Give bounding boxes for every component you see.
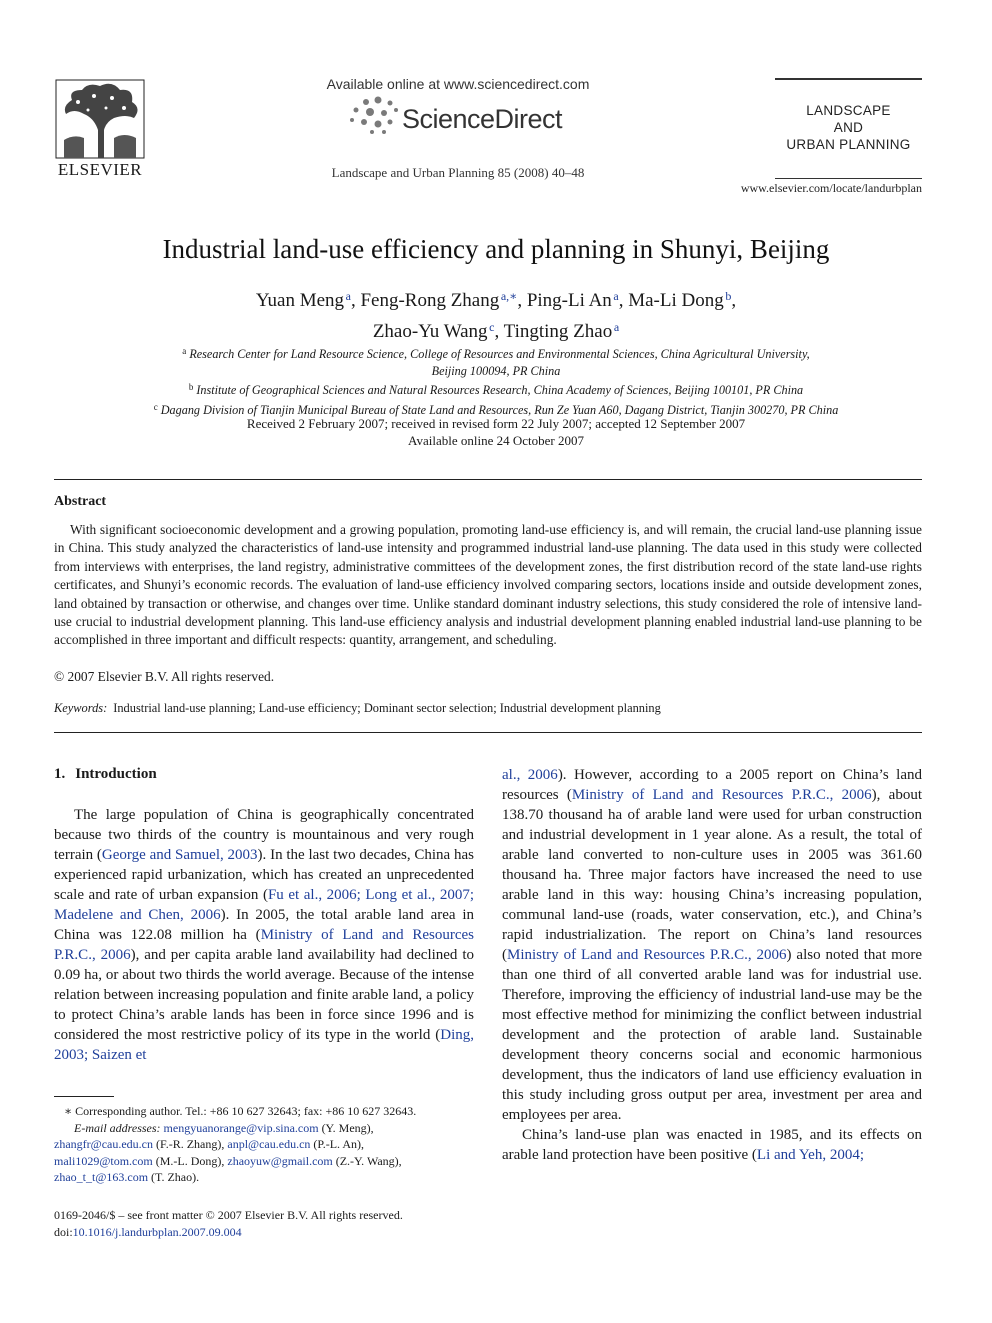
keywords xyxy=(54,701,661,716)
footnotes xyxy=(54,1103,474,1186)
citation-link[interactable]: Li and Yeh, 2004; xyxy=(756,1147,864,1163)
author-separator: , xyxy=(618,290,629,311)
citation-link[interactable]: Ding, 2003; Saizen et xyxy=(54,1027,474,1063)
author-separator: , xyxy=(517,290,527,311)
left-column xyxy=(54,805,474,1065)
right-column xyxy=(502,765,922,1165)
abstract-copyright: © 2007 Elsevier B.V. All rights reserved. xyxy=(54,669,275,684)
email-owner: (T. Zhao). xyxy=(151,1170,200,1185)
journal-box-bottom-rule xyxy=(775,178,922,179)
author-list xyxy=(60,283,932,345)
sciencedirect-wordmark: ScienceDirect xyxy=(402,104,563,134)
email-owner: (Z.-Y. Wang), xyxy=(335,1153,402,1168)
affiliation-marker[interactable]: b xyxy=(725,289,732,303)
paragraph-text: ), and per capita arable land availability had declined to 0.09 ha, or about two thirds the world average. Because of the intense relation between increasing population and finite arable land, a policy to protect China’s arable lands has been in force since 1996 and is considered the most restrictive policy of its type in the world ( xyxy=(54,947,474,1043)
intro-paragraph xyxy=(54,805,474,1065)
author-name: Yuan Meng xyxy=(255,290,345,311)
email-owner: (F.-R. Zhang), xyxy=(156,1137,225,1152)
email-link[interactable]: zhao_t_t@163.com xyxy=(54,1170,149,1185)
affiliation-list xyxy=(60,343,932,418)
abstract-text: With significant socioeconomic development and a growing population, promoting land-use efficiency is, and will remain, the crucial land-use planning issue in China. This study analyzed the characteristics of land-use intensity and programmed industrial land-use planning. The data used in this study were collected from interviews with enterprises, the land registry, administrative committees of the development zones, the first distribution record of the state land-use rights certificates, and Shunyi’s economic records. The evaluation of land-use efficiency involved comparing sectors, locations inside and outside development zones, land obtained by transaction or otherwise, and changes over time. Unlike standard dominant industry selections, this study considered the role of intensive land-use crucial to industrial development planning. This land-use efficiency analysis and industrial development planning enabled industrial land-use planning to be accomplished in three important and difficult respects: quantity, arrangement, and scheduling. xyxy=(54,522,922,648)
paragraph-text: The large population of China is geographically concentrated because two thirds of the country is mountainous and very rough terrain ( xyxy=(54,807,474,863)
section-number: 1. xyxy=(54,766,66,782)
journal-title-line: AND xyxy=(833,120,864,135)
journal-box-top-rule xyxy=(775,78,922,80)
citation-link[interactable]: al., 2006 xyxy=(502,767,558,783)
intro-paragraph xyxy=(502,1125,922,1165)
author-separator: , xyxy=(731,290,737,311)
citation-link[interactable]: Fu et al., 2006; Long et al., 2007; Madelene and Chen, 2006 xyxy=(54,887,475,923)
front-matter xyxy=(54,1207,474,1240)
section-heading xyxy=(54,766,157,783)
citation-link[interactable]: Ministry of Land and Resources P.R.C., 2006 xyxy=(571,787,872,803)
email-label: E-mail addresses: xyxy=(74,1120,161,1135)
doi-link[interactable]: 10.1016/j.landurbplan.2007.09.004 xyxy=(72,1224,242,1239)
author-separator: , xyxy=(350,290,361,311)
email-line-1 xyxy=(54,1120,474,1137)
abstract-heading: Abstract xyxy=(54,494,107,509)
author-separator: , xyxy=(494,321,504,342)
journal-title-box xyxy=(775,102,922,153)
affiliation-marker[interactable]: a xyxy=(613,320,620,334)
paragraph-text: ) also noted that more than one third of all converted arable land was for industrial use. Therefore, improving the efficiency of industrial land-use may be the most effective method for minimizing the conflict between industrial development and the protection of arable land. Sustainable development theory concerns social and economic harmonious development, thus the indicators of land use efficiency evaluation in this study including gross output per area, investment per area and employees per area. xyxy=(502,947,922,1123)
email-owner: (M.-L. Dong), xyxy=(155,1153,225,1168)
footnote-rule xyxy=(54,1096,114,1097)
author-line-1 xyxy=(60,283,932,314)
received-dates: Received 2 February 2007; received in revised form 22 July 2007; accepted 12 September 2007 xyxy=(246,416,746,431)
affiliation-a: $^a$ Research Center for Land Resource Science, College of Resources and Environmental Sciences, China Agricultural University, xyxy=(182,346,810,361)
email-line-2 xyxy=(54,1136,474,1153)
available-online-text[interactable]: Available online at www.sciencedirect.com xyxy=(326,76,590,92)
paragraph-text: China’s land-use plan was enacted in 1985, and its effects on arable land protection have been positive ( xyxy=(502,1127,922,1163)
corresponding-author-note: ∗ Corresponding author. Tel.: +86 10 627 32643; fax: +86 10 627 32643. xyxy=(64,1104,417,1118)
citation-link[interactable]: Ministry of Land and Resources P.R.C., 2006 xyxy=(507,947,787,963)
section-title: Introduction xyxy=(75,766,157,782)
affiliation-marker[interactable]: a xyxy=(345,289,351,303)
author-name: Feng-Rong Zhang xyxy=(360,290,500,311)
email-link[interactable]: anpl@cau.edu.cn xyxy=(227,1137,311,1152)
paragraph-text: ). In the last two decades, China has experienced rapid urbanization, which has created an unprecedented scale and rate of urban expansion ( xyxy=(54,847,474,903)
author-name: Ping-Li An xyxy=(526,290,612,311)
citation-link[interactable]: George and Samuel, 2003 xyxy=(101,847,258,863)
abstract-bottom-rule xyxy=(54,732,922,733)
affiliation-marker[interactable]: a,∗ xyxy=(500,289,518,303)
email-link[interactable]: mali1029@tom.com xyxy=(54,1153,153,1168)
doi-label: doi: xyxy=(54,1224,73,1239)
affiliation-marker[interactable]: a xyxy=(613,289,619,303)
email-link[interactable]: zhangfr@cau.edu.cn xyxy=(54,1137,153,1152)
affiliation-marker[interactable]: c xyxy=(489,320,495,334)
paragraph-text: ). However, according to a 2005 report on China’s land resources ( xyxy=(502,767,922,803)
available-online-date: Available online 24 October 2007 xyxy=(408,433,584,448)
author-name: Zhao-Yu Wang xyxy=(372,321,488,342)
intro-paragraph-continued xyxy=(502,765,922,1125)
email-line-3 xyxy=(54,1153,474,1170)
paragraph-text: ), about 138.70 thousand ha of arable land were used for urban construction and industrial development in 1 year alone. As a result, the total of arable land converted to non-culture uses in 2005 was 361.60 thousand ha. Three major factors have increased the need to use arable land in this way: housing China’s increasing population, communal land-use (roads, water conservation, etc.), and China’s rapid industrialization. The report on China’s land resources ( xyxy=(502,787,922,963)
affiliation-a-line2: Beijing 100094, PR China xyxy=(431,363,561,378)
journal-reference: Landscape and Urban Planning 85 (2008) 40–48 xyxy=(331,165,585,180)
doi-line xyxy=(54,1224,474,1241)
author-name: Tingting Zhao xyxy=(503,321,613,342)
citation-link[interactable]: Ministry of Land and Resources P.R.C., 2006 xyxy=(54,927,475,963)
author-name: Ma-Li Dong xyxy=(628,290,724,311)
journal-url[interactable]: www.elsevier.com/locate/landurbplan xyxy=(740,181,922,195)
journal-title-line: LANDSCAPE xyxy=(806,103,891,118)
author-line-2 xyxy=(60,314,932,345)
email-owner: (P.-L. An), xyxy=(313,1137,365,1152)
keywords-label: Keywords: xyxy=(54,701,108,715)
affiliation-b: $^b$ Institute of Geographical Sciences and Natural Resources Research, China Academy of Sciences, Beijing 100101, PR China xyxy=(188,382,804,397)
affiliation-c: $^c$ Dagang Division of Tianjin Municipal Bureau of State Land and Resources, Run Ze Yuan A60, Dagang District, Tianjin 300270, PR China xyxy=(153,401,839,417)
email-link[interactable]: mengyuanorange@vip.sina.com xyxy=(163,1120,319,1135)
journal-title-line: URBAN PLANNING xyxy=(786,137,911,152)
email-owner: (Y. Meng), xyxy=(321,1120,374,1135)
abstract-top-rule xyxy=(54,479,922,480)
keywords-text: Industrial land-use planning; Land-use efficiency; Dominant sector selection; Industrial development planning xyxy=(113,701,661,715)
publisher-logo-text: ELSEVIER xyxy=(57,160,143,179)
email-link[interactable]: zhaoyuw@gmail.com xyxy=(227,1153,333,1168)
email-line-4 xyxy=(54,1169,474,1186)
paragraph-text: ). In 2005, the total arable land area in China was 122.08 million ha ( xyxy=(54,907,474,943)
article-history xyxy=(60,415,932,449)
issn-line: 0169-2046/$ – see front matter © 2007 Elsevier B.V. All rights reserved. xyxy=(54,1208,403,1222)
paper-title: Industrial land-use efficiency and planning in Shunyi, Beijing xyxy=(162,234,830,264)
